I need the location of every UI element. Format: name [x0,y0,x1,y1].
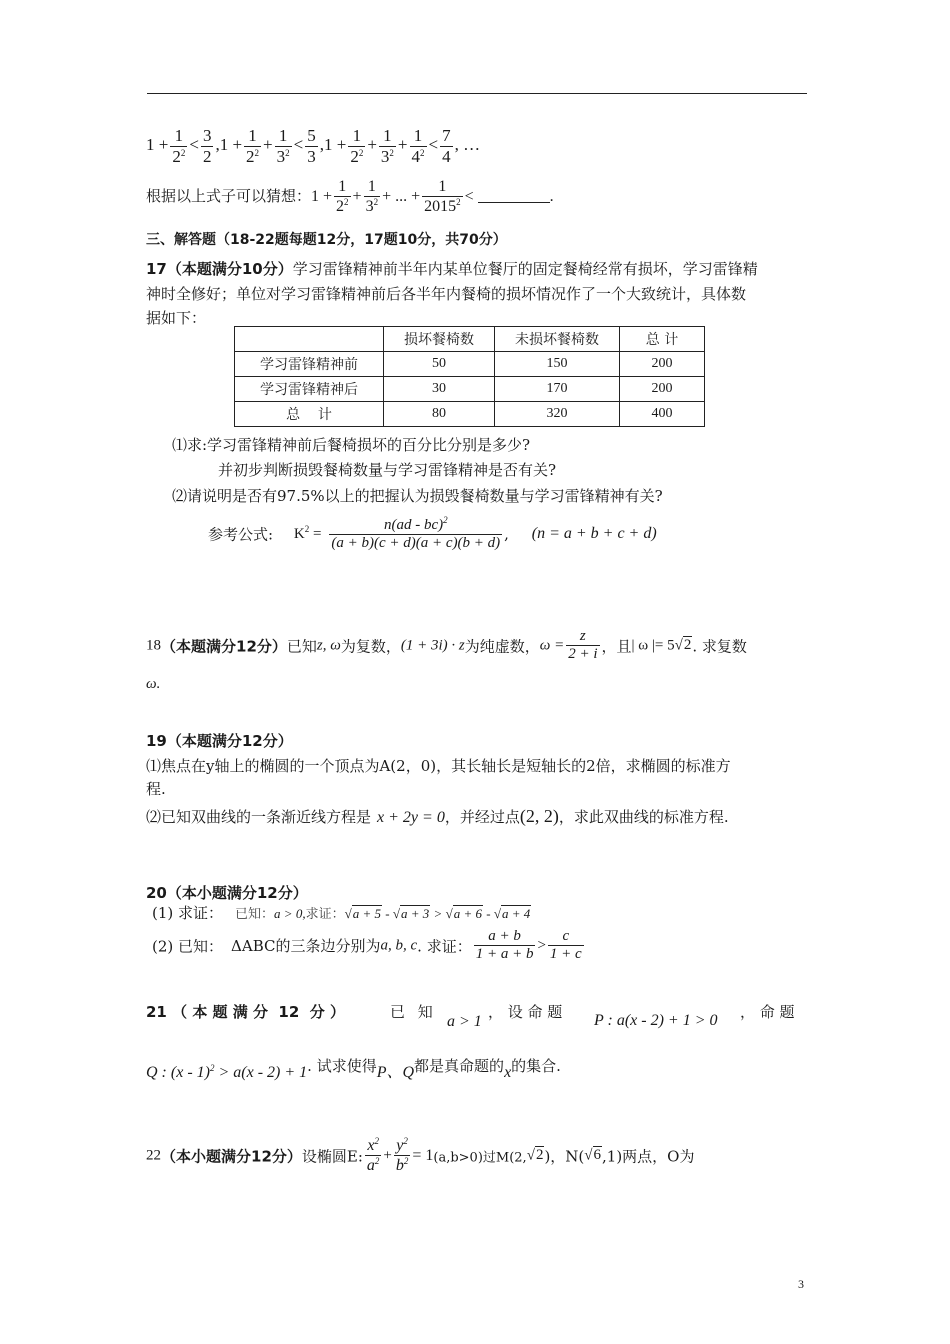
q17-line2: 神时全修好；单位对学习雷锋精神前后各半年内餐椅的损坏情况作了一个大致统计，具体数 [146,285,747,303]
q21-P: P : a(x - 2) + 1 > 0 [594,1012,718,1029]
table-header-cell: 总 计 [620,327,705,352]
q18-heading: （本题满分12分） [161,637,287,656]
table-cell: 50 [384,352,495,377]
q19-part1b: 程. [146,780,166,798]
q17-line3: 据如下： [146,309,207,327]
table-cell: 总 计 [235,402,384,427]
q17-heading: 17（本题满分10分） [146,260,293,278]
table-row [235,377,705,402]
q21-cond: a > 1 [447,1013,482,1030]
q17-part2: ⑵请说明是否有97.5%以上的把握认为损毁餐椅数量与学习雷锋精神有关? [172,487,663,505]
fraction: $\frac{1}{3^2}$ [276,126,290,166]
table-header-cell [235,327,384,352]
table-cell: 200 [620,352,705,377]
table-cell: 学习雷锋精神前 [235,352,384,377]
guess-text: 根据以上式子可以猜想： [146,187,312,206]
q17-formula: 参考公式: $K^2$ = $\frac{n(ad - bc)^2}{(a + b)(c + d)(a + c)(b + d)}$ , (n = a + b + c + d) [208,515,657,552]
answer-blank [478,188,550,203]
fraction: $\frac{1}{2^2}$ [246,126,260,166]
q22-heading: （本小题满分12分） [161,1147,302,1166]
q19-heading: 19（本题满分12分） [146,732,293,750]
table-cell: 170 [495,377,620,402]
q21-line2: Q : (x - 1)$^2$ > a(x - 2) + 1. 试求使得P、Q都是真命题的x的集合. [146,1057,561,1081]
q17-line1 [146,258,758,279]
term: 1 + [146,134,169,154]
table-cell: 80 [384,402,495,427]
q19-part1: ⑴焦点在y轴上的椭圆的一个顶点为A(2，0)，其长轴长是短轴长的2倍，求椭圆的标准方 [146,757,731,775]
fraction: $\frac{1}{4^2}$ [411,126,425,166]
table-cell: 150 [495,352,620,377]
table-cell: 400 [620,402,705,427]
formula-label: 参考公式: [208,525,274,544]
fraction: $\frac{1}{2^2}$ [172,126,186,166]
section-title: 三、解答题（18-22题每题12分，17题10分，共70分） [146,232,507,248]
q20-part2: (2) 已知： ΔABC的三条边分别为a, b, c. 求证： $\frac{a + b}{1 + a + b}$ > $\frac{c}{1 + c}$ [152,928,582,963]
q18-line2: ω. [146,676,161,692]
q21-heading: 21 （ 本 题 满 分 12 分 ） [146,1003,345,1021]
q22-line1: 22（本小题满分12分）设椭圆E: $\frac{x^2}{a^2}$ + $\frac{y^2}{b^2}$ = 1(a,b>0)过M(2,√2)，N(√6,1)两点，O为 [146,1136,695,1175]
table-header-cell: 未损坏餐椅数 [495,327,620,352]
guess-line: 根据以上式子可以猜想：1 + $\frac{1}{2^2}$ + $\frac{1}{3^2}$ + ... + $\frac{1}{2015^2}$ < . [146,178,554,216]
fraction: $\frac{5}{3}$ [307,126,316,166]
q21-t1: 已 知 [390,1003,437,1021]
sequence-line: 1 + $\frac{1}{2^2}$ < $\frac{3}{2}$ ,1 + $\frac{1}{2^2}$ + $\frac{1}{3^2}$ < $\frac{5}{3}$ ,1 + $\frac{1}{2^2}$ + $\frac{1}{3^2}$ + $\frac{1}{4^2}$ < $\frac{7}{4}$ , … [146,126,481,166]
q17-part1b: 并初步判断损毁餐椅数量与学习雷锋精神是否有关? [218,461,557,479]
fraction: $\frac{1}{2^2}$ [350,126,364,166]
q18-line1: 18（本题满分12分）已知z, ω为复数，(1 + 3i) · z为纯虚数，ω = $\frac{z}{2 + i}$ ，且| ω |= 5√2. 求复数 [146,628,747,663]
table-row [235,352,705,377]
q17-part1a: ⑴求:学习雷锋精神前后餐椅损坏的百分比分别是多少? [172,436,531,454]
table-cell: 320 [495,402,620,427]
table-cell: 30 [384,377,495,402]
q17-text: 学习雷锋精神前半年内某单位餐厅的固定餐椅经常有损坏，学习雷锋精 [292,260,758,278]
formula-fraction: $\frac{n(ad - bc)^2}{(a + b)(c + d)(a + c)(b + d)}$ [331,515,501,552]
header-rule [147,93,807,94]
q19-part2: ⑵已知双曲线的一条渐近线方程是 x + 2y = 0，并经过点(2, 2)，求此双曲线的标准方程. [146,806,729,826]
page-number: 3 [798,1277,804,1291]
fraction: $\frac{7}{4}$ [442,126,451,166]
table-cell: 200 [620,377,705,402]
q20-heading: 20（本小题满分12分） [146,884,308,902]
q21-t2: ， 设 命 题 [488,1003,563,1021]
chair-damage-table [234,326,705,427]
formula-n: (n = a + b + c + d) [531,524,657,542]
fraction: $\frac{1}{3^2}$ [380,126,394,166]
fraction: $\frac{3}{2}$ [202,126,212,166]
q20-part1: (1) 求证： 已知：a > 0,求证：√a + 5 - √a + 3 > √a + 6 - √a + 4 [152,904,531,922]
table-cell: 学习雷锋精神后 [235,377,384,402]
q21-t3: ， 命 题 [740,1003,795,1021]
table-header-row [235,327,705,352]
table-header-cell: 损坏餐椅数 [384,327,495,352]
table-row [235,402,705,427]
